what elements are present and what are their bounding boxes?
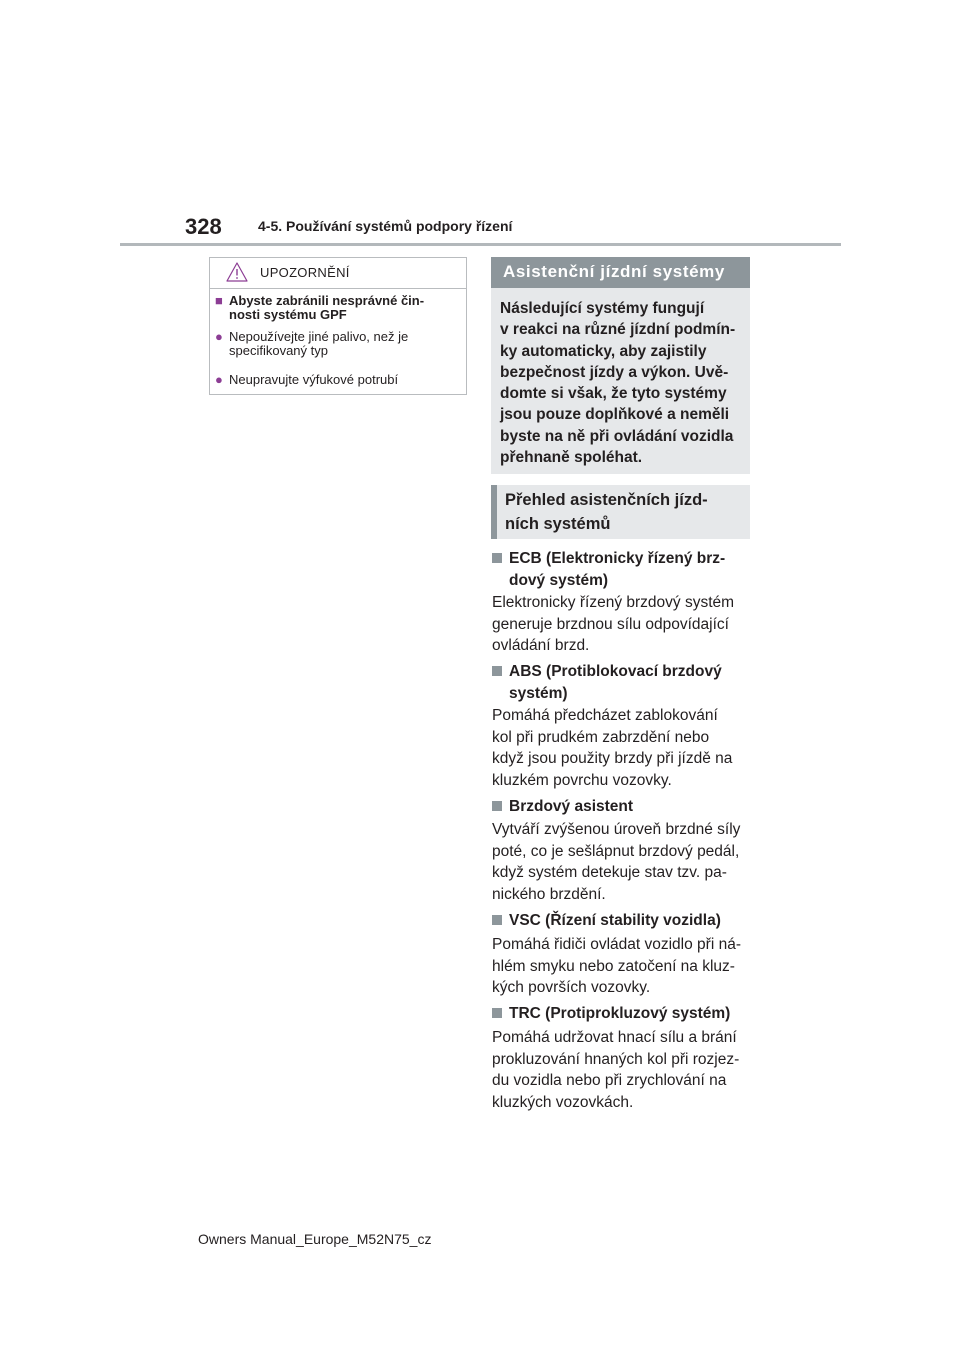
circle-bullet-icon: ●	[215, 372, 223, 387]
caution-heading-text: Abyste zabránili nesprávné čin- nosti systému GPF	[229, 293, 425, 322]
system-heading-text: ECB (Elektronicky řízený brz- dový systém)	[509, 550, 726, 589]
page-number: 328	[185, 214, 222, 239]
square-bullet-icon	[492, 915, 502, 925]
square-bullet-icon	[492, 801, 502, 811]
system-heading-brake-assist	[491, 796, 753, 818]
circle-bullet-icon: ●	[215, 329, 223, 344]
system-heading-ecb	[491, 548, 753, 592]
caution-box	[209, 257, 467, 395]
footer-document-id: Owners Manual_Europe_M52N75_cz	[198, 1231, 432, 1247]
system-heading-text: Brzdový asistent	[509, 798, 634, 815]
system-description: Pomáhá předcházet zablokování kol při prudkém zabrzdění nebo když jsou použity brzdy při jízdě na kluzkém povrchu vozovky.	[492, 707, 733, 789]
caution-header	[210, 258, 466, 289]
caution-item	[215, 330, 458, 358]
caution-title: UPOZORNĚNÍ	[260, 265, 350, 280]
subsection-heading: Přehled asistenčních jízd- ních systémů	[491, 485, 750, 539]
system-heading-vsc	[491, 910, 753, 932]
system-description: Vytváří zvýšenou úroveň brzdné síly poté, co je sešlápnut brzdový pedál, když systém detekuje stav tzv. pa- nického brzdění.	[492, 821, 741, 903]
square-bullet-icon	[492, 553, 502, 563]
square-bullet-icon	[492, 1008, 502, 1018]
system-heading-text: VSC (Řízení stability vozidla)	[509, 912, 721, 929]
system-heading-abs	[491, 661, 753, 705]
square-bullet-icon	[492, 666, 502, 676]
section-intro: Následující systémy fungují v reakci na různé jízdní podmín- ky automaticky, aby zajistily bezpečnost jízdy a výkon. Uvě- domte si však, že tyto systémy jsou pouze doplňkové a neměli byste na ně při ovládání vozidla přehnaně spoléhat.	[491, 288, 750, 474]
header-divider	[120, 243, 841, 246]
caution-heading	[215, 294, 458, 322]
system-description: Elektronicky řízený brzdový systém generuje brzdnou sílu odpovídající ovládání brzd.	[492, 594, 735, 655]
system-description: Pomáhá řidiči ovládat vozidlo při ná- hlém smyku nebo zatočení na kluz- kých površích vozovky.	[492, 936, 741, 997]
caution-item-text: Nepoužívejte jiné palivo, než je specifikovaný typ	[229, 329, 409, 358]
square-bullet-icon: ■	[215, 293, 223, 308]
caution-item	[215, 373, 458, 387]
system-heading-trc	[491, 1003, 753, 1025]
chapter-title: 4-5. Používání systémů podpory řízení	[258, 218, 513, 234]
system-description: Pomáhá udržovat hnací sílu a brání prokluzování hnaných kol při rozjez- du vozidla nebo při zrychlování na kluzkých vozovkách.	[492, 1029, 740, 1111]
caution-item-text: Neupravujte výfukové potrubí	[229, 372, 399, 387]
system-heading-text: ABS (Protiblokovací brzdový systém)	[509, 663, 722, 702]
system-heading-text: TRC (Protiprokluzový systém)	[509, 1005, 731, 1022]
section-title: Asistenční jízdní systémy	[491, 257, 750, 288]
warning-triangle-icon	[226, 262, 248, 282]
